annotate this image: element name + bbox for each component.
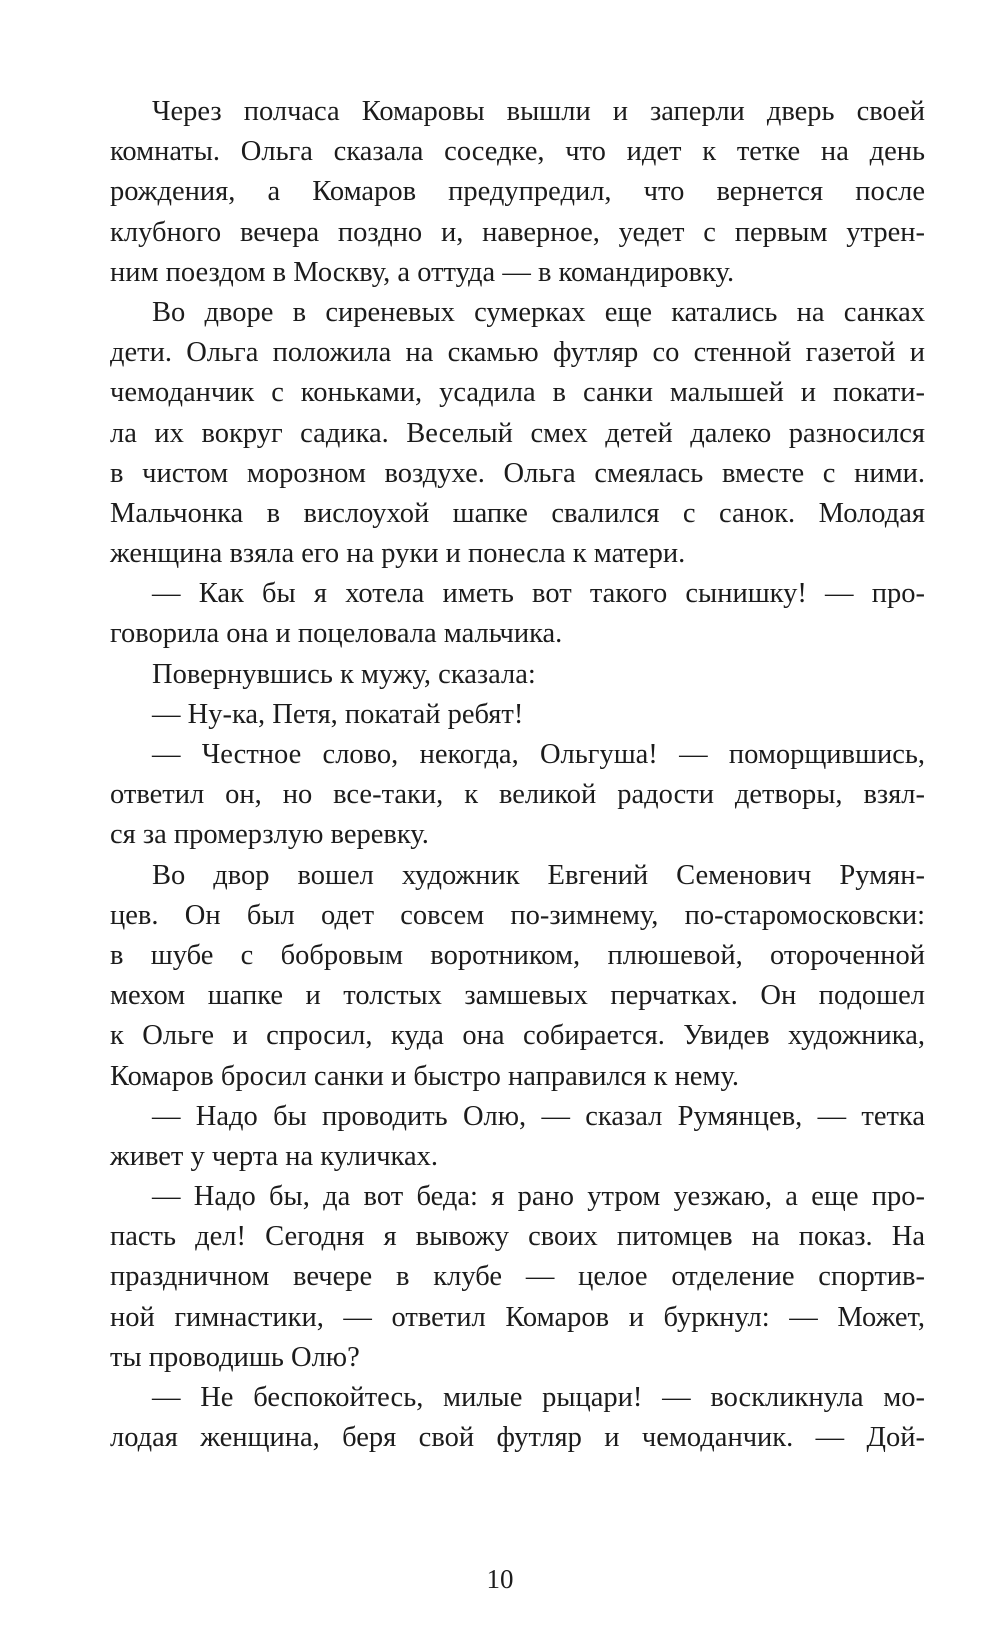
text-line: ответил он, но все-таки, к великой радости детворы, взял-: [110, 779, 925, 811]
paragraph: [110, 856, 925, 1097]
text-line: чемоданчик с коньками, усадила в санки малышей и покати-: [110, 377, 925, 409]
text-line: рождения, а Комаров предупредил, что вернется после: [110, 176, 925, 208]
paragraph: [110, 574, 925, 654]
text-line: ты проводишь Олю?: [110, 1341, 360, 1373]
text-line: Повернувшись к мужу, сказала:: [152, 658, 536, 690]
paragraph: [110, 1177, 925, 1378]
text-line: Мальчонка в вислоухой шапке свалился с санок. Молодая: [110, 497, 925, 529]
text-line: пасть дел! Сегодня я вывожу своих питомцев на показ. На: [110, 1221, 925, 1253]
text-line: Во дворе в сиреневых сумерках еще катались на санках: [152, 296, 925, 328]
text-line: — Не беспокойтесь, милые рыцари! — воскликнула мо-: [152, 1382, 925, 1413]
text-line: к Ольге и спросил, куда она собирается. Увидев художника,: [110, 1020, 925, 1052]
text-line: — Надо бы проводить Олю, — сказал Румянцев, — тетка: [152, 1100, 925, 1132]
text-line: Через полчаса Комаровы вышли и заперли дверь своей: [152, 96, 925, 127]
text-line: — Как бы я хотела иметь вот такого сынишку! — про-: [152, 578, 925, 610]
text-line: — Честное слово, некогда, Ольгуша! — поморщившись,: [152, 739, 925, 770]
paragraph: [110, 655, 925, 695]
text-line: ся за промерзлую веревку.: [110, 819, 429, 851]
text-line: ной гимнастики, — ответил Комаров и буркнул: — Может,: [110, 1301, 925, 1333]
text-line: Во двор вошел художник Евгений Семенович Румян-: [152, 859, 925, 891]
text-line: дети. Ольга положила на скамью футляр со стенной газетой и: [110, 337, 925, 369]
text-line: в шубе с бобровым воротником, плюшевой, отороченной: [110, 939, 925, 971]
paragraph: [110, 695, 925, 735]
text-line: в чистом морозном воздухе. Ольга смеялась вместе с ними.: [110, 457, 925, 489]
text-line: комнаты. Ольга сказала соседке, что идет к тетке на день: [110, 136, 925, 168]
page-number: 10: [486, 1564, 514, 1594]
text-line: Комаров бросил санки и быстро направился к нему.: [110, 1060, 739, 1092]
paragraph: [110, 92, 925, 293]
text-line: живет у черта на куличках.: [110, 1140, 438, 1172]
page-body: [110, 92, 925, 1458]
text-line: ла их вокруг садика. Веселый смех детей далеко разносился: [110, 417, 925, 449]
paragraph: [110, 735, 925, 856]
text-line: лодая женщина, беря свой футляр и чемоданчик. — Дой-: [110, 1422, 925, 1454]
text-line: клубного вечера поздно и, наверное, уедет с первым утрен-: [110, 216, 925, 248]
text-line: праздничном вечере в клубе — целое отделение спортив-: [110, 1261, 925, 1293]
text-line: мехом шапке и толстых замшевых перчатках. Он подошел: [110, 980, 925, 1012]
paragraph: [110, 293, 925, 574]
text-line: цев. Он был одет совсем по-зимнему, по-старомосковски:: [110, 899, 925, 931]
text-line: говорила она и поцеловала мальчика.: [110, 618, 563, 650]
text-line: — Ну-ка, Петя, покатай ребят!: [152, 698, 524, 730]
text-line: женщина взяла его на руки и понесла к матери.: [110, 538, 686, 570]
text-line: ним поездом в Москву, а оттуда — в командировку.: [110, 256, 735, 288]
paragraph: [110, 1097, 925, 1177]
text-line: — Надо бы, да вот беда: я рано утром уезжаю, а еще про-: [152, 1181, 925, 1213]
paragraph: [110, 1378, 925, 1458]
